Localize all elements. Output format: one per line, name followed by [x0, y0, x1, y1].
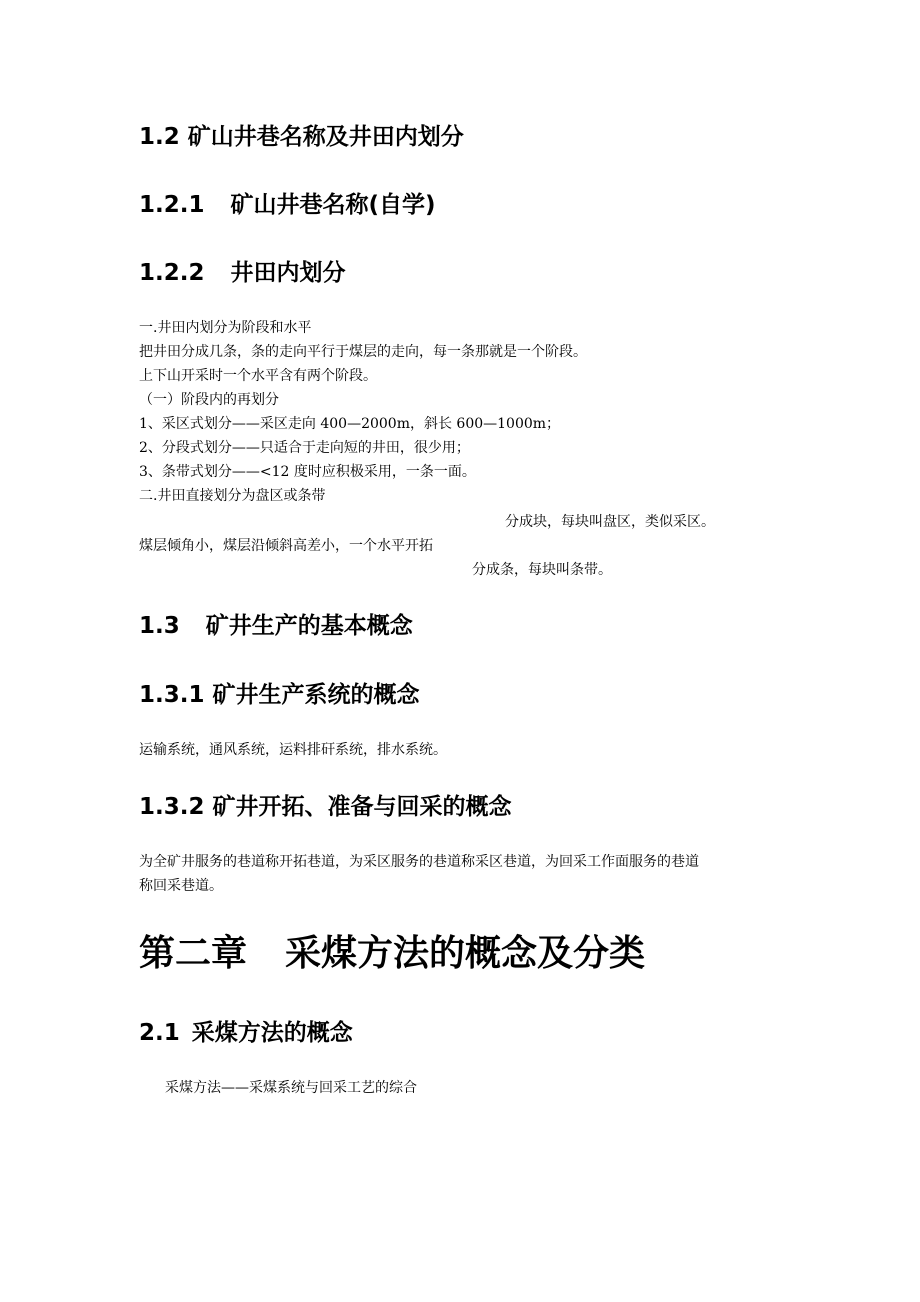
bracket-lower-line: 分成条，每块叫条带。 [472, 562, 612, 578]
heading-title: 采煤方法的概念 [191, 1020, 353, 1046]
bracket-main-line: 煤层倾角小，煤层沿倾斜高差小，一个水平开拓 [139, 538, 433, 554]
paragraph-1-3-2-line: 称回采巷道。 [139, 878, 223, 894]
bracket-upper-line: 分成块，每块叫盘区，类似采区。 [505, 514, 715, 530]
paragraph-line: 2、分段式划分——只适合于走向短的井田，很少用； [139, 440, 470, 456]
heading-1-3-1: 1.3.1 矿井生产系统的概念 [139, 682, 420, 708]
heading-1-3 [139, 611, 413, 641]
heading-number: 2.1 [139, 1020, 180, 1046]
heading-number: 1.3 [139, 613, 180, 639]
chapter-2-heading [139, 932, 645, 976]
paragraph-line: 上下山开采时一个水平含有两个阶段。 [139, 368, 377, 384]
paragraph-line: 把井田分成几条，条的走向平行于煤层的走向，每一条那就是一个阶段。 [139, 344, 587, 360]
heading-title: 井田内划分 [230, 260, 346, 286]
heading-1-2-2 [139, 258, 346, 288]
heading-2-1 [139, 1018, 353, 1048]
paragraph-1-3-2-line: 为全矿井服务的巷道称开拓巷道，为采区服务的巷道称采区巷道，为回采工作面服务的巷道 [139, 854, 699, 870]
heading-1-2-1 [139, 190, 436, 220]
heading-1-2: 1.2 矿山井巷名称及井田内划分 [139, 124, 464, 150]
heading-number: 1.2.2 [139, 260, 205, 286]
paragraph-line: （一）阶段内的再划分 [139, 392, 279, 408]
chapter-title: 采煤方法的概念及分类 [285, 933, 646, 974]
heading-1-3-2: 1.3.2 矿井开拓、准备与回采的概念 [139, 794, 512, 820]
paragraph-line: 1、采区式划分——采区走向 400—2000m，斜长 600—1000m； [139, 416, 561, 432]
paragraph-2-1: 采煤方法——采煤系统与回采工艺的综合 [165, 1080, 417, 1096]
chapter-label: 第二章 [139, 933, 248, 974]
paragraph-line: 3、条带式划分——<12 度时应积极采用，一条一面。 [139, 464, 476, 480]
heading-title: 矿山井巷名称(自学) [230, 192, 436, 218]
heading-number: 1.2.1 [139, 192, 205, 218]
paragraph-1-3-1: 运输系统，通风系统，运料排矸系统，排水系统。 [139, 742, 447, 758]
heading-title: 矿井生产的基本概念 [205, 613, 413, 639]
paragraph-line: 二.井田直接划分为盘区或条带 [139, 488, 326, 504]
paragraph-line: 一.井田内划分为阶段和水平 [139, 320, 312, 336]
